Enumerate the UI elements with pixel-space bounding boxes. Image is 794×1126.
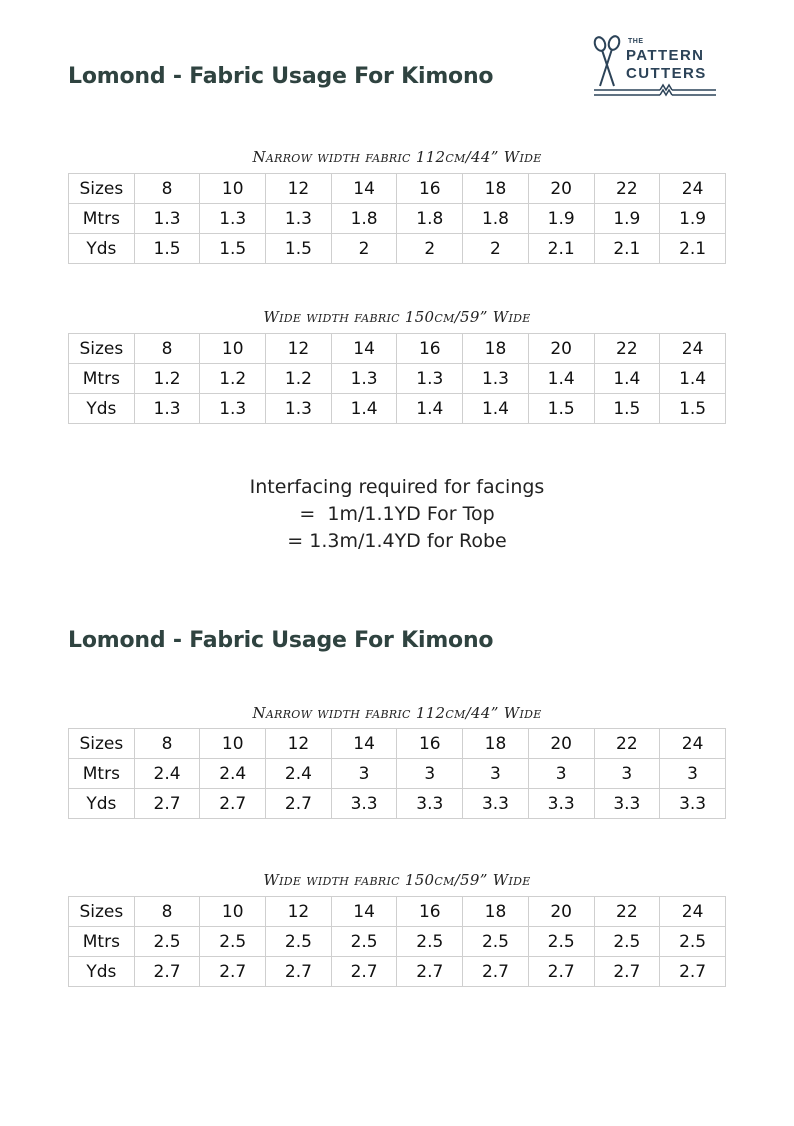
table-cell: 2.7 (463, 957, 529, 987)
table-cell: 3 (660, 759, 726, 789)
table-cell: 3.3 (528, 789, 594, 819)
table-cell: 18 (463, 729, 529, 759)
interfacing-note (0, 474, 794, 555)
table-cell: 2.7 (331, 957, 397, 987)
table-cell: 20 (528, 174, 594, 204)
table-cell: 2 (463, 234, 529, 264)
table-row (69, 789, 726, 819)
table-cell: 2.4 (266, 759, 332, 789)
interfacing-note-line: = 1.3m/1.4YD for Robe (287, 530, 507, 552)
table-row (69, 204, 726, 234)
table-cell: 2 (397, 234, 463, 264)
fabric-usage-table (68, 896, 726, 987)
table-cell: 3.3 (660, 789, 726, 819)
table-cell: 18 (463, 897, 529, 927)
page-title: Lomond - Fabric Usage For Kimono (68, 64, 494, 89)
row-label: Mtrs (69, 364, 135, 394)
table-cell: 1.9 (528, 204, 594, 234)
table-cell: 1.4 (528, 364, 594, 394)
table-cell: 1.2 (200, 364, 266, 394)
table-cell: 8 (134, 174, 200, 204)
table-cell: 1.3 (331, 364, 397, 394)
table-cell: 2.7 (266, 789, 332, 819)
table-row (69, 957, 726, 987)
table-cell: 2.7 (134, 789, 200, 819)
row-label: Yds (69, 957, 135, 987)
fabric-usage-table (68, 173, 726, 264)
row-label: Sizes (69, 334, 135, 364)
table-cell: 2.5 (331, 927, 397, 957)
table-cell: 8 (134, 334, 200, 364)
table-cell: 16 (397, 334, 463, 364)
table-cell: 14 (331, 897, 397, 927)
table-cell: 24 (660, 729, 726, 759)
table-cell: 1.3 (463, 364, 529, 394)
table-cell: 1.4 (660, 364, 726, 394)
table-cell: 1.8 (463, 204, 529, 234)
table-cell: 12 (266, 729, 332, 759)
table-cell: 10 (200, 174, 266, 204)
logo-text-cutters: CUTTERS (626, 65, 707, 82)
table-cell: 22 (594, 897, 660, 927)
table-row (69, 927, 726, 957)
table-cell: 3.3 (331, 789, 397, 819)
row-label: Yds (69, 394, 135, 424)
table-cell: 1.4 (397, 394, 463, 424)
table-cell: 12 (266, 334, 332, 364)
fabric-usage-table (68, 333, 726, 424)
table-cell: 2.5 (594, 927, 660, 957)
table-cell: 1.2 (134, 364, 200, 394)
table-cell: 10 (200, 334, 266, 364)
logo-text-the: THE (628, 38, 644, 45)
table-cell: 2.5 (200, 927, 266, 957)
table-cell: 3 (594, 759, 660, 789)
table-cell: 3 (397, 759, 463, 789)
table-cell: 2.7 (200, 789, 266, 819)
table-cell: 2.5 (660, 927, 726, 957)
interfacing-note-line: = 1m/1.1YD For Top (299, 503, 495, 525)
table-cell: 24 (660, 897, 726, 927)
table-cell: 1.5 (594, 394, 660, 424)
table-cell: 14 (331, 174, 397, 204)
table-row (69, 174, 726, 204)
table-cell: 2.7 (528, 957, 594, 987)
table-cell: 1.3 (134, 204, 200, 234)
table-cell: 3 (528, 759, 594, 789)
fabric-usage-table (68, 728, 726, 819)
table-row (69, 364, 726, 394)
table-cell: 1.2 (266, 364, 332, 394)
row-label: Mtrs (69, 927, 135, 957)
table-cell: 1.5 (200, 234, 266, 264)
table-cell: 22 (594, 729, 660, 759)
table-row (69, 897, 726, 927)
table-row (69, 394, 726, 424)
table-cell: 12 (266, 174, 332, 204)
table-caption: Wide width fabric 150cm/59” Wide (263, 308, 531, 326)
table-cell: 2.1 (660, 234, 726, 264)
table-cell: 2.7 (134, 957, 200, 987)
table-row (69, 729, 726, 759)
table-cell: 2.7 (200, 957, 266, 987)
table-cell: 3 (331, 759, 397, 789)
table-cell: 1.5 (660, 394, 726, 424)
interfacing-note-line: Interfacing required for facings (249, 476, 545, 498)
table-cell: 8 (134, 897, 200, 927)
table-cell: 1.3 (266, 204, 332, 234)
table-cell: 1.5 (266, 234, 332, 264)
page-title: Lomond - Fabric Usage For Kimono (68, 628, 494, 653)
table-cell: 20 (528, 897, 594, 927)
table-row (69, 334, 726, 364)
table-caption: Narrow width fabric 112cm/44” Wide (252, 148, 542, 166)
table-cell: 20 (528, 334, 594, 364)
table-cell: 8 (134, 729, 200, 759)
table-cell: 22 (594, 174, 660, 204)
table-cell: 1.4 (331, 394, 397, 424)
table-caption: Narrow width fabric 112cm/44” Wide (252, 704, 542, 722)
table-cell: 3.3 (463, 789, 529, 819)
table-caption: Wide width fabric 150cm/59” Wide (263, 871, 531, 889)
table-cell: 3 (463, 759, 529, 789)
table-cell: 1.4 (594, 364, 660, 394)
table-cell: 1.3 (266, 394, 332, 424)
table-cell: 3.3 (397, 789, 463, 819)
table-cell: 2.5 (266, 927, 332, 957)
row-label: Yds (69, 234, 135, 264)
table-cell: 10 (200, 897, 266, 927)
table-cell: 1.8 (397, 204, 463, 234)
row-label: Mtrs (69, 204, 135, 234)
table-cell: 1.9 (660, 204, 726, 234)
table-cell: 2.4 (200, 759, 266, 789)
table-cell: 2.5 (134, 927, 200, 957)
table-cell: 2.1 (594, 234, 660, 264)
table-cell: 10 (200, 729, 266, 759)
table-cell: 1.5 (528, 394, 594, 424)
table-cell: 2.7 (594, 957, 660, 987)
logo-text-pattern: PATTERN (626, 47, 705, 64)
table-row (69, 234, 726, 264)
table-cell: 2.1 (528, 234, 594, 264)
row-label: Sizes (69, 729, 135, 759)
table-cell: 16 (397, 729, 463, 759)
table-cell: 1.9 (594, 204, 660, 234)
table-row (69, 759, 726, 789)
table-cell: 1.4 (463, 394, 529, 424)
table-cell: 2.5 (397, 927, 463, 957)
row-label: Mtrs (69, 759, 135, 789)
table-cell: 1.5 (134, 234, 200, 264)
table-cell: 2.7 (266, 957, 332, 987)
row-label: Sizes (69, 174, 135, 204)
table-cell: 1.3 (397, 364, 463, 394)
table-cell: 24 (660, 334, 726, 364)
table-cell: 1.3 (134, 394, 200, 424)
table-cell: 2.7 (397, 957, 463, 987)
table-cell: 2.5 (528, 927, 594, 957)
table-cell: 20 (528, 729, 594, 759)
table-cell: 1.8 (331, 204, 397, 234)
table-cell: 2.4 (134, 759, 200, 789)
table-cell: 2.7 (660, 957, 726, 987)
table-cell: 14 (331, 729, 397, 759)
table-cell: 12 (266, 897, 332, 927)
row-label: Yds (69, 789, 135, 819)
table-cell: 3.3 (594, 789, 660, 819)
table-cell: 18 (463, 334, 529, 364)
logo (590, 34, 720, 100)
table-cell: 1.3 (200, 394, 266, 424)
table-cell: 1.3 (200, 204, 266, 234)
table-cell: 18 (463, 174, 529, 204)
table-cell: 22 (594, 334, 660, 364)
table-cell: 2.5 (463, 927, 529, 957)
table-cell: 2 (331, 234, 397, 264)
table-cell: 14 (331, 334, 397, 364)
table-cell: 24 (660, 174, 726, 204)
table-cell: 16 (397, 897, 463, 927)
table-cell: 16 (397, 174, 463, 204)
row-label: Sizes (69, 897, 135, 927)
